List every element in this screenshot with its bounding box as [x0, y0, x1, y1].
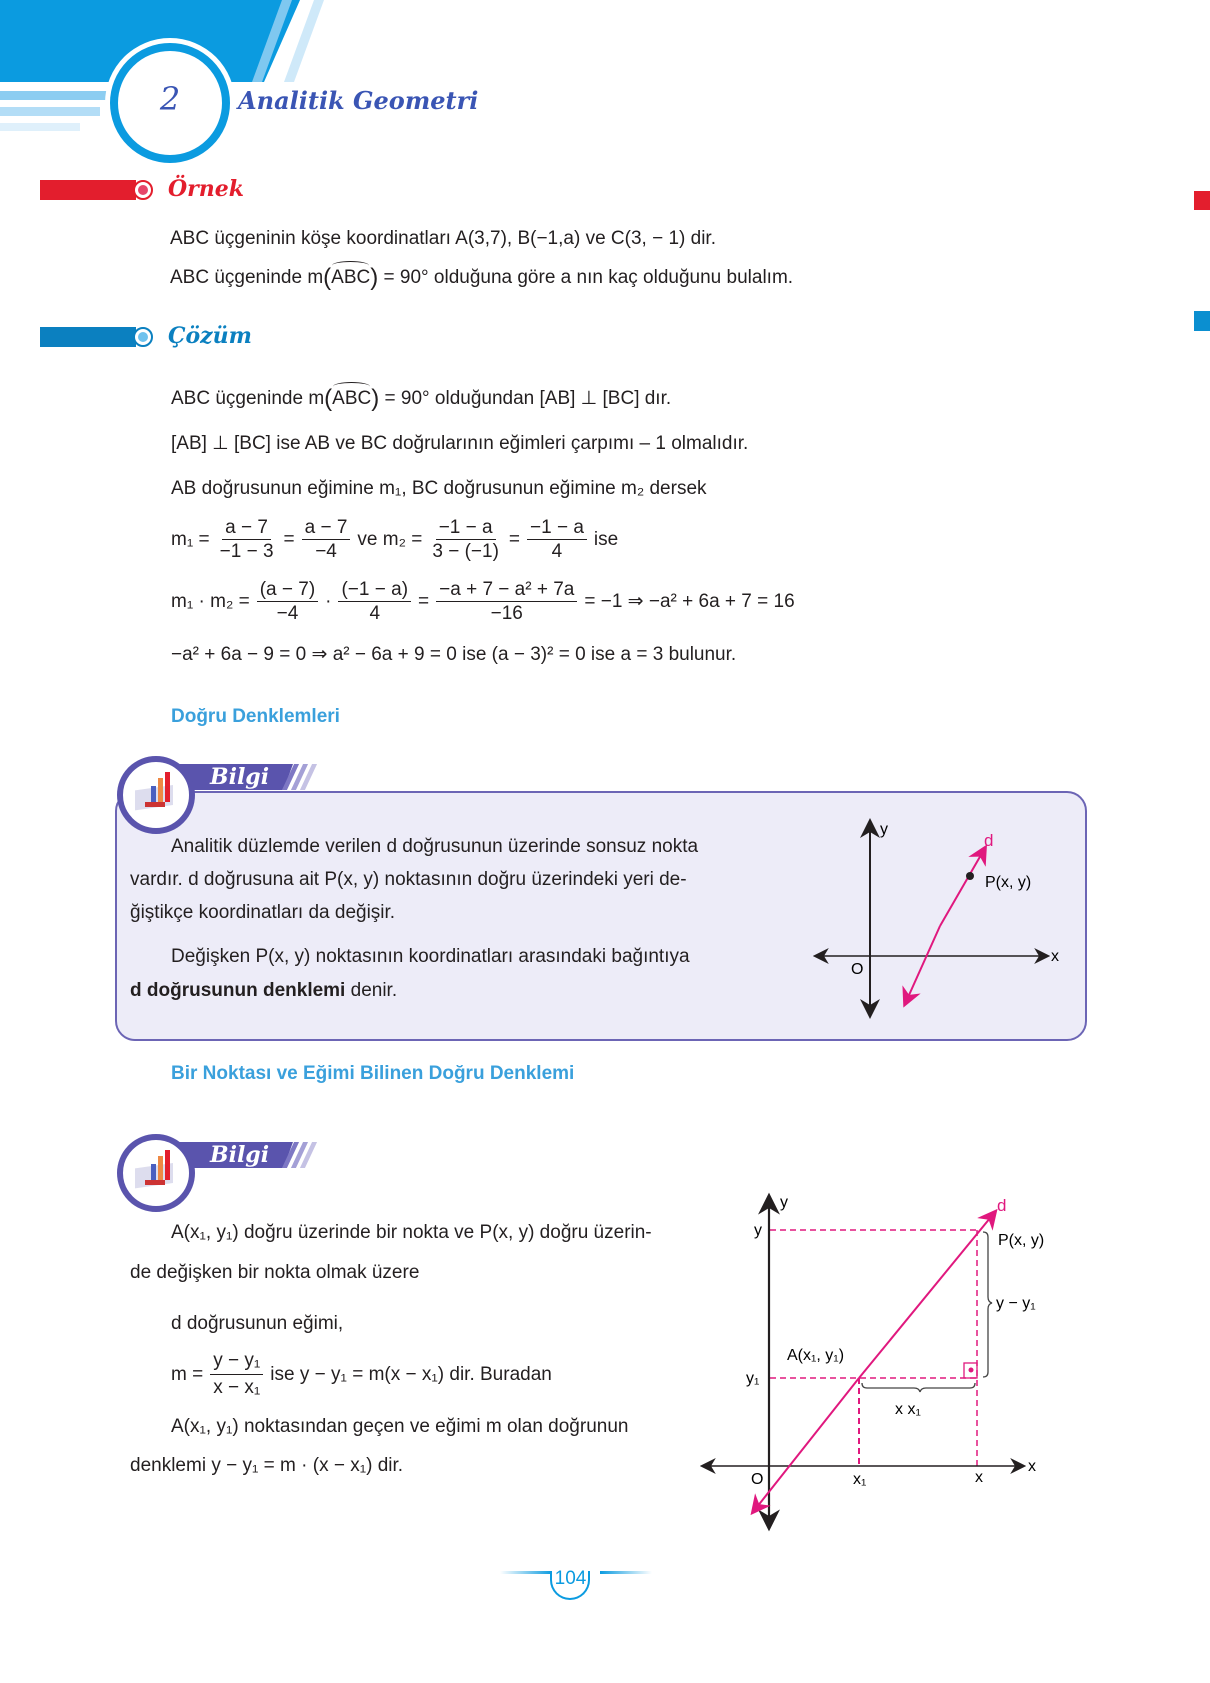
dy-label: y − y₁	[996, 1295, 1036, 1312]
text: denir.	[345, 980, 398, 1001]
text: ve m₂ =	[357, 529, 423, 550]
info2-line-2: de değişken bir nokta olmak üzere	[130, 1262, 420, 1283]
fraction: $\frac{(-1 - a)}{4}$	[338, 580, 411, 623]
brace-dx	[862, 1383, 975, 1392]
info2-line-1: A(x₁, y₁) doğru üzerinde bir nokta ve P(x, y) doğru üzerin-	[171, 1222, 652, 1243]
text: = 90° olduğundan [AB] ⊥ [BC] dır.	[384, 388, 672, 409]
info-label-2: Bilgi	[210, 1142, 270, 1168]
x-axis-label: x	[1051, 948, 1059, 965]
fraction: $\frac{\text{y − y₁}}{\text{x − x₁}}$	[210, 1350, 263, 1399]
fraction: $\frac{a - 7}{-1 - 3}$	[219, 517, 274, 562]
page-number-line-left	[500, 1571, 552, 1574]
angle-abc: ABC	[331, 267, 371, 288]
page-number: 104	[554, 1568, 587, 1589]
solution-line-1: ABC üçgeninde m(ABC) = 90° olduğundan [AB] ⊥ [BC] dır.	[171, 385, 672, 412]
line-d-down	[905, 926, 940, 1004]
fraction: $\frac{\text{−a + 7 − a² + 7a}}{-16}$	[436, 580, 577, 623]
text: = 90° olduğuna göre a nın kaç olduğunu bulalım.	[383, 267, 794, 288]
line-label: d	[997, 1196, 1007, 1215]
point-p	[966, 872, 974, 880]
fraction: $\frac{-1 - a}{3 - (-1)}$	[432, 517, 499, 562]
info2-line-5: A(x₁, y₁) noktasından geçen ve eğimi m olan doğrunun	[171, 1416, 629, 1437]
info1-line-1: Analitik düzlemde verilen d doğrusunun üzerinde sonsuz nokta	[171, 836, 699, 857]
text: = −1 ⇒ −a² + 6a + 7 = 16	[584, 591, 795, 612]
text: =	[418, 591, 430, 612]
text: ise y − y₁ = m(x − x₁) dir. Buradan	[270, 1363, 552, 1385]
y-axis-label: y	[880, 821, 888, 838]
x-axis-label: x	[1028, 1458, 1036, 1475]
line-label: d	[984, 831, 994, 850]
section-title-line-equations: Doğru Denklemleri	[171, 706, 340, 727]
x-tick-label: x	[975, 1469, 983, 1486]
info2-line-4	[171, 1350, 552, 1399]
section-title-point-slope: Bir Noktası ve Eğimi Bilinen Doğru Denklemi	[171, 1063, 575, 1084]
info1-line-2: vardır. d doğrusuna ait P(x, y) noktasının doğru üzerindeki yeri de-	[130, 869, 687, 890]
info1-line-3: ğiştikçe koordinatları da değişir.	[130, 902, 396, 923]
text: =	[283, 529, 295, 550]
y-axis-label: y	[780, 1194, 788, 1211]
example-line-2: ABC üçgeninde m(ABC) = 90° olduğuna göre a nın kaç olduğunu bulalım.	[170, 264, 794, 291]
line-d	[859, 1212, 995, 1378]
point-a-label: A(x₁, y₁)	[787, 1347, 845, 1364]
chapter-number: 2	[159, 80, 181, 118]
equation-result: −a² + 6a − 9 = 0 ⇒ a² − 6a + 9 = 0 ise (a − 3)² = 0 ise a = 3 bulunur.	[171, 644, 737, 665]
angle-abc: ABC	[332, 388, 372, 409]
text: ABC üçgeninde m	[171, 388, 325, 409]
diagram-1	[816, 821, 1059, 1015]
chapter-title: Analitik Geometri	[238, 86, 479, 115]
origin-label: O	[751, 1471, 764, 1488]
example-label: Örnek	[168, 176, 244, 202]
text: m₁ =	[171, 529, 210, 550]
text: =	[508, 529, 521, 550]
text: m₁ · m₂ =	[171, 591, 250, 612]
diagram-2	[703, 1194, 1044, 1527]
x1-tick-label: x₁	[853, 1471, 867, 1488]
text: ise	[593, 529, 619, 550]
y1-tick-label: y₁	[746, 1370, 760, 1387]
point-label: P(x, y)	[985, 874, 1032, 891]
text: m =	[171, 1363, 204, 1385]
origin-label: O	[851, 961, 864, 978]
brace-dy	[983, 1232, 992, 1377]
fraction: $\frac{a - 7}{-4}$	[302, 518, 351, 561]
dx-label: x x₁	[895, 1401, 921, 1418]
y-tick-label: y	[754, 1222, 762, 1239]
page-number-line-right	[600, 1571, 652, 1574]
point-p-label: P(x, y)	[998, 1232, 1045, 1249]
solution-line-3: AB doğrusunun eğimine m₁, BC doğrusunun eğimine m₂ dersek	[171, 478, 707, 499]
solution-label: Çözüm	[168, 323, 252, 349]
fraction: $\frac{(a - 7)}{-4}$	[257, 580, 318, 623]
info2-line-6: denklemi y − y₁ = m · (x − x₁) dir.	[130, 1455, 404, 1476]
info2-line-3: d doğrusunun eğimi,	[171, 1313, 344, 1334]
example-line-1: ABC üçgeninin köşe koordinatları A(3,7), B(−1,a) ve C(3, − 1) dir.	[170, 228, 716, 249]
line-d	[940, 848, 985, 926]
info1-line-4: Değişken P(x, y) noktasının koordinatları arasındaki bağıntıya	[171, 946, 690, 967]
info-label-1: Bilgi	[210, 764, 270, 790]
text: ·	[325, 591, 332, 612]
solution-line-2: [AB] ⊥ [BC] ise AB ve BC doğrularının eğimleri çarpımı – 1 olmalıdır.	[171, 433, 749, 454]
term-bold: d doğrusunun denklemi	[130, 980, 346, 1001]
chart-icon	[117, 1134, 195, 1212]
text: ABC üçgeninde m	[170, 267, 324, 288]
fraction: $\frac{-1 - a}{4}$	[527, 518, 587, 561]
